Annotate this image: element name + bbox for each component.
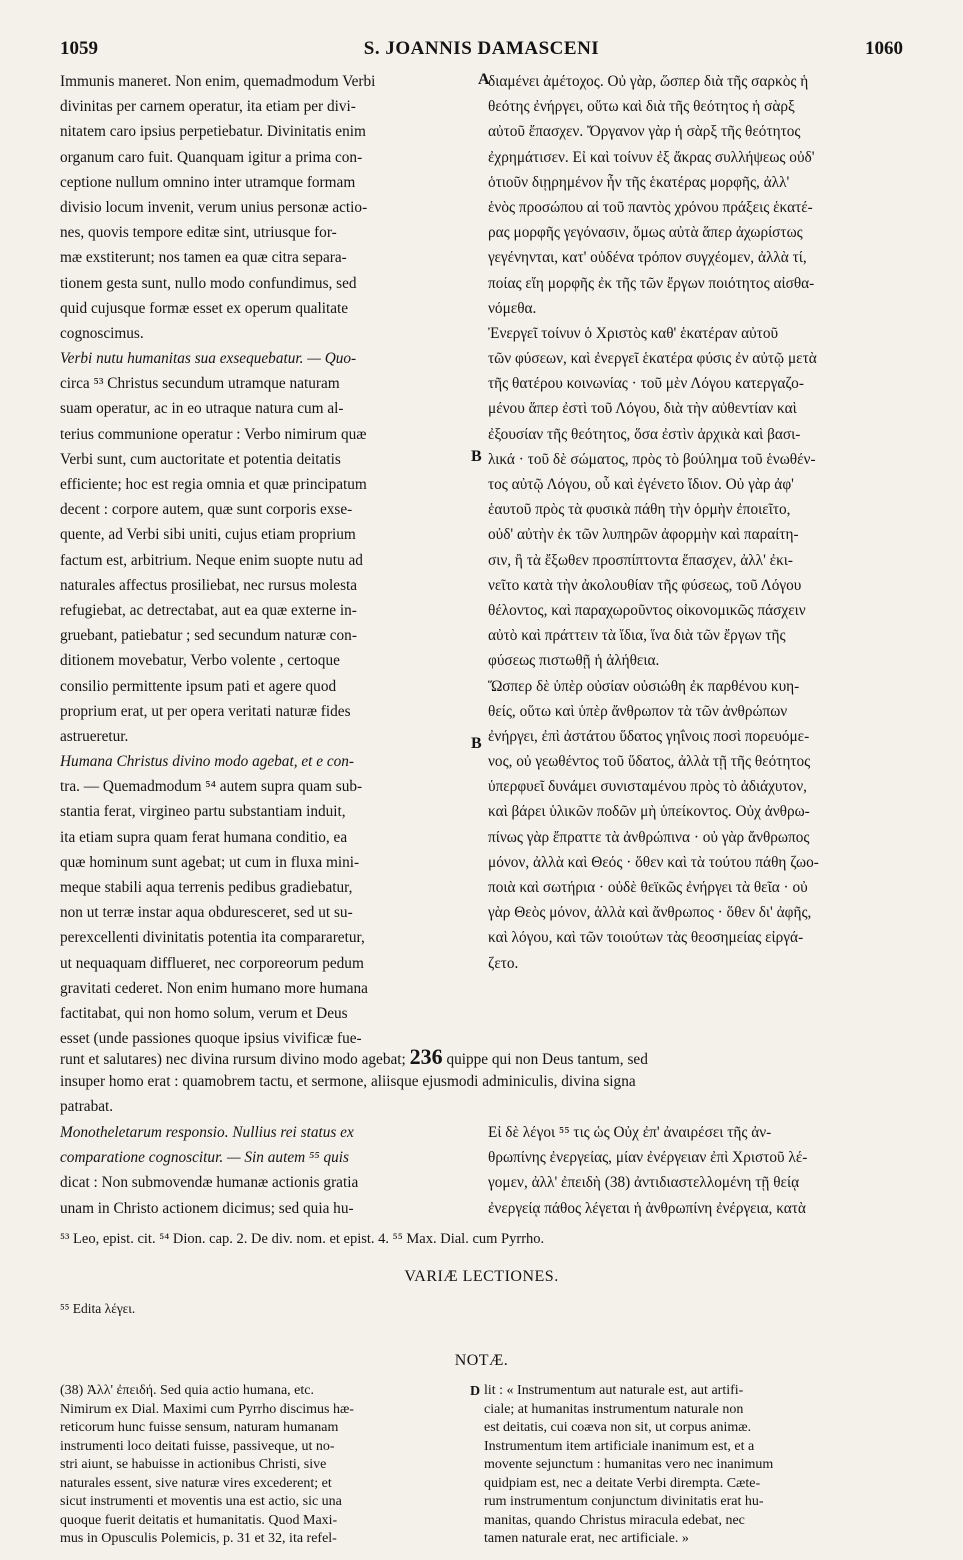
varia-note: ⁵⁵ Edita λέγει. [60, 1301, 136, 1316]
text-line: terius communione operatur : Verbo nimirum quæ [60, 425, 367, 443]
text-line: τος αὐτῷ Λόγου, οὗ καὶ ἐγένετο ἴδιον. Οὐ γὰρ ἀφ' [488, 476, 794, 493]
text-line: νόμεθα. [488, 299, 537, 317]
text-line: πίνως γὰρ ἔπραττε τὰ ἀνθρώπινα · οὐ γὰρ ἄνθρωπος [488, 828, 810, 846]
text-line: διαμένει ἀμέτοχος. Οὐ γὰρ, ὥσπερ διὰ τῆς σαρκὸς ἡ [488, 73, 809, 90]
text-line: consilio permittente ipsum pati et agere quod [60, 677, 337, 695]
full-width-line: runt et salutares) nec divina rursum divino modo agebat; 236 quippe qui non Deus tantum, sed [60, 1044, 648, 1069]
text-line: reticorum hunc fuisse sensum, naturam humanam [60, 1420, 339, 1435]
text-line: αὐτὸ καὶ πράττειν τὰ ἴδια, ἵνα διὰ τῶν ἔργων τῆς [488, 627, 786, 645]
text-line: Nimirum ex Dial. Maximi cum Pyrrho discimus hæ- [60, 1401, 354, 1417]
text-line: manitas, quando Christus miracula edebat, nec [484, 1512, 745, 1528]
text-line: ὑπερφυεῖ δυνάμει συνισταμένου πρὸς τὸ ἀδιάχυτον, [488, 778, 808, 796]
text-line: comparatione cognoscitur. — Sin autem ⁵⁵ quis [60, 1149, 349, 1167]
text-line: Ὥσπερ δὲ ὑπὲρ οὐσίαν οὐσιώθη ἐκ παρθένου κυη- [488, 677, 800, 695]
latin-column [60, 69, 478, 1051]
greek-column [488, 69, 908, 976]
text-line: dicat : Non submovendæ humanæ actionis gratia [60, 1174, 359, 1192]
text-line: decent : corpore autem, quæ sunt corporis exse- [60, 501, 353, 519]
text-line: ἐχρημάτισεν. Εἰ καὶ τοίνυν ἐξ ἄκρας συλλήψεως οὐδ' [488, 148, 815, 166]
text-line: astrueretur. [60, 727, 129, 745]
running-title: S. JOANNIS DAMASCENI [363, 38, 600, 59]
text-line: νος, οὐ γεωθέντος τοῦ ὕδατος, ἀλλὰ τῇ τῆς θεότητος [488, 753, 811, 771]
text-line: refugiebat, ac detrectabat, aut ea quæ externe in- [60, 601, 357, 619]
text-line: mus in Opusculis Polemicis, p. 31 et 32, ita refel- [60, 1531, 337, 1546]
text-line: Ἐνεργεῖ τοίνυν ὁ Χριστὸς καθ' ἑκατέραν αὐτοῦ [488, 324, 779, 342]
text-line: λικά · τοῦ δὲ σώματος, πρὸς τὸ βούλημα τοῦ ἑνωθέν- [488, 450, 816, 468]
full-width-line: patrabat. [60, 1098, 114, 1116]
text-line: (38) Ἀλλ' ἐπειδή. Sed quia actio humana, etc. [60, 1383, 314, 1398]
text-line: esset (unde passiones quoque ipsius vivificæ fue- [60, 1030, 362, 1048]
margin-marker-b: B [471, 448, 482, 465]
text-line: ciale; at humanitas instrumentum naturale non [484, 1401, 744, 1417]
margin-marker-a: A [478, 71, 490, 88]
text-line: suam operatur, ac in eo utraque natura cum al- [60, 400, 344, 418]
text-line: καὶ λόγου, καὶ τῶν τοιούτων τὰς θεοσημείας εἰργά- [488, 929, 804, 947]
text-line: γομεν, ἀλλ' ἐπειδὴ (38) ἀντιδιαστελλομένη τῇ θείᾳ [488, 1174, 800, 1192]
text-line: ἐξουσίαν τῆς θεότητος, ὅσα ἐστὶν ἀρχικὰ καὶ βασι- [488, 425, 801, 443]
text-line: meque stabili aqua terrenis pedibus gradiebatur, [60, 879, 353, 896]
page-header [60, 38, 903, 66]
greek-column-2 [488, 1120, 908, 1221]
varia-heading: VARIÆ LECTIONES. [404, 1268, 559, 1285]
text-line: cognoscimus. [60, 324, 144, 342]
text-line: τῆς θατέρου κοινωνίας · τοῦ μὲν Λόγου κατεργαζο- [488, 375, 804, 393]
text-line: αὐτοῦ ἔπασχεν. Ὄργανον γὰρ ἡ σὰρξ τῆς θεότητος [488, 123, 801, 141]
text-line: Verbi sunt, cum auctoritate et potentia deitatis [60, 450, 341, 468]
text-line: ποιὰ καὶ σωτήρια · οὐδὲ θεϊκῶς ἐνήργει τὰ θεῖα · οὐ [488, 879, 808, 896]
text-line: οὐδ' αὐτὴν ἐκ τῶν λυπηρῶν ἀφορμὴν καὶ παραίτη- [488, 526, 799, 544]
text-line: φύσεως πιστωθῇ ἡ ἀλήθεια. [488, 652, 660, 670]
text-line: Instrumentum item artificiale inanimum est, et a [484, 1438, 755, 1454]
text-line: ceptione nullum omnino inter utramque formam [60, 173, 356, 191]
notae-right [484, 1382, 904, 1549]
latin-column-2 [60, 1120, 478, 1221]
text-line: quæ hominum sunt agebat; ut cum in fluxa mini- [60, 853, 360, 871]
inline-page-number: 236 [409, 1044, 443, 1069]
text-line: γὰρ Θεὸς μόνον, ἀλλὰ καὶ ἄνθρωπος · ὅθεν δι' ἀφῆς, [488, 904, 812, 922]
text-line: circa ⁵³ Christus secundum utramque naturam [60, 375, 340, 393]
text-line: νεῖτο κατὰ τὴν ἀκολουθίαν τῆς φύσεως, τοῦ Λόγου [488, 576, 802, 594]
text-line: unam in Christo actionem dicimus; sed quia hu- [60, 1199, 354, 1217]
full-width-line: insuper homo erat : quamobrem tactu, et sermone, aliisque ejusmodi adminiculis, divina signa [60, 1073, 636, 1091]
footnotes: ⁵³ Leo, epist. cit. ⁵⁴ Dion. cap. 2. De div. nom. et epist. 4. ⁵⁵ Max. Dial. cum Pyrrho. [60, 1231, 545, 1247]
text-line: σιν, ἢ τὰ ἔξωθεν προσπίπτοντα ἔπασχεν, ἀλλ' ἐκι- [488, 551, 794, 569]
text-line: ποίας εἴη μορφῆς ἐκ τῆς τῶν ἔργων ποιότητος αἰσθα- [488, 274, 815, 292]
page-number-right: 1060 [865, 38, 903, 59]
text-line: stantia ferat, virgineo partu substantiam induit, [60, 803, 346, 821]
text-line: naturales essent, sive naturæ vires excederent; et [60, 1475, 332, 1491]
text-line: tra. — Quemadmodum ⁵⁴ autem supra quam sub- [60, 778, 363, 796]
margin-marker-d: D [470, 1384, 481, 1399]
text-line: efficiente; hoc est regia omnia et quæ principatum [60, 476, 367, 493]
text-line: θεότης ἐνήργει, οὕτω καὶ διὰ τῆς θεότητος ἡ σὰρξ [488, 98, 795, 116]
text-line: naturales affectus prosiliebat, nec rursus molesta [60, 576, 358, 594]
text-line: θείς, οὕτω καὶ ὑπὲρ ἄνθρωπον τὰ τῶν ἀνθρώπων [488, 702, 788, 720]
text-line: Εἰ δὲ λέγοι ⁵⁵ τις ὡς Οὐχ ἐπ' ἀναιρέσει τῆς ἀν- [488, 1124, 772, 1141]
text-line: ita etiam supra quam ferat humana conditio, ea [60, 828, 348, 846]
text-line: ἑαυτοῦ πρὸς τὰ φυσικὰ πάθη τὴν ὁρμὴν ἐποιεῖτο, [488, 501, 791, 519]
text-line: sicut instrumenti et moventis una est actio, sic una [60, 1494, 342, 1509]
text-line: gruebant, patiebatur ; sed secundum naturæ con- [60, 627, 357, 645]
text-line: ἑνὸς προσώπου αἱ τοῦ παντὸς χρόνου πράξεις ἑκατέ- [488, 198, 813, 216]
page-number-left: 1059 [60, 38, 98, 59]
text-line: ὁτιοῦν διῃρημένον ἦν τῆς ἑκατέρας μορφῆς, ἀλλ' [488, 173, 790, 191]
text-line: tamen naturale erat, nec artificiale. » [484, 1531, 689, 1546]
text-line: Monotheletarum responsio. Nullius rei status ex [60, 1124, 354, 1141]
text-line: stri aiunt, se habuisse in actionibus Christi, sive [60, 1457, 327, 1472]
text-line: factitabat, qui non homo solum, verum et Deus [60, 1004, 348, 1022]
text-line: perexcellenti divinitatis potentia ita compararetur, [60, 929, 365, 947]
text-line: rum instrumentum conjunctum divinitatis erat hu- [484, 1494, 764, 1509]
full-width-block [60, 1044, 910, 1120]
text-line: θρωπίνης ἐνεργείας, μίαν ἐνέργειαν ἐπὶ Χριστοῦ λέ- [488, 1149, 808, 1167]
text-line: lit : « Instrumentum aut naturale est, aut artifi- [484, 1383, 744, 1398]
text-line: ditionem movebatur, Verbo volente , certoque [60, 652, 340, 670]
text-line: γεγένηνται, κατ' οὐδένα τρόπον συγχέομεν, ἀλλὰ τί, [488, 249, 807, 267]
margin-marker-b2: B [471, 735, 482, 752]
text-line: nes, quovis tempore editæ sint, utriusque for- [60, 224, 337, 242]
notae-left [60, 1382, 462, 1549]
text-line: ζετο. [488, 954, 519, 972]
text-line: quente, ad Verbi sibi uniti, cujus etiam proprium [60, 526, 356, 544]
text-line: ρας μορφῆς γεγόνασιν, ὅμως αὐτὰ ἅπερ ἀχωρίστως [488, 224, 803, 242]
text-line: quid cujusque formæ esset ex operum qualitate [60, 299, 349, 317]
text-line: divinitas per carnem operatur, ita etiam per divi- [60, 98, 356, 116]
text-line: gravitati cederet. Non enim humano more humana [60, 979, 368, 997]
text-line: organum caro fuit. Quanquam igitur a prima con- [60, 148, 363, 166]
text-line: ut nequaquam difflueret, nec corporeorum pedum [60, 954, 364, 972]
text-line: non ut terræ instar aqua obduresceret, sed ut su- [60, 904, 353, 922]
text-line: θέλοντος, καὶ παραχωροῦντος οἰκονομικῶς πάσχειν [488, 601, 806, 619]
text-line: Verbi nutu humanitas sua exsequebatur. — Quo- [60, 350, 357, 368]
text-line: factum est, arbitrium. Neque enim suopte nutu ad [60, 551, 363, 569]
text-line: καὶ βάρει ὑλικῶν ποδῶν μὴ ὑπείκοντος. Οὐχ ἀνθρω- [488, 803, 810, 821]
text-line: quidpiam est, nec a deitate Verbi dirempta. Cæte- [484, 1475, 761, 1491]
text-line: mæ exstiterunt; nos tamen ea quæ citra separa- [60, 249, 347, 267]
text-line: τῶν φύσεων, καὶ ἐνεργεῖ ἑκατέρα φύσις ἐν αὐτῷ μετὰ [488, 350, 817, 368]
text-line: instrumenti loco deitati fuisse, passiveque, ut no- [60, 1438, 335, 1454]
text-line: divisio locum invenit, verum unius personæ actio- [60, 198, 368, 216]
text-line: quoque fuerit deitatis et humanitatis. Quod Maxi- [60, 1512, 338, 1528]
text-line: Humana Christus divino modo agebat, et e con- [60, 753, 355, 771]
text-line: tionem gesta sunt, nullo modo confundimus, sed [60, 274, 357, 292]
text-line: proprium erat, ut per opera veritati naturæ fides [60, 702, 351, 720]
text-line: μένου ἅπερ ἐστὶ τοῦ Λόγου, διὰ τὴν αὐθεντίαν καὶ [488, 400, 797, 418]
text-line: est deitatis, cui coæva non sit, ut corpus animæ. [484, 1420, 752, 1435]
notae-heading: NOTÆ. [454, 1352, 509, 1369]
text-line: ἐνήργει, ἐπὶ ἀστάτου ὕδατος γηΐνοις ποσὶ πορευόμε- [488, 727, 810, 745]
text-line: ἐνεργείᾳ πάθος λέγεται ἡ ἀνθρωπίνη ἐνέργεια, κατὰ [488, 1199, 806, 1217]
text-line: Immunis maneret. Non enim, quemadmodum Verbi [60, 73, 376, 90]
text-line: movente sejunctum : humanitas vero nec inanimum [484, 1457, 774, 1472]
text-line: nitatem caro ipsius perpetiebatur. Divinitatis enim [60, 123, 366, 141]
text-line: μόνον, ἀλλὰ καὶ Θεός · ὅθεν καὶ τὰ τούτου πάθη ζωο- [488, 853, 819, 871]
